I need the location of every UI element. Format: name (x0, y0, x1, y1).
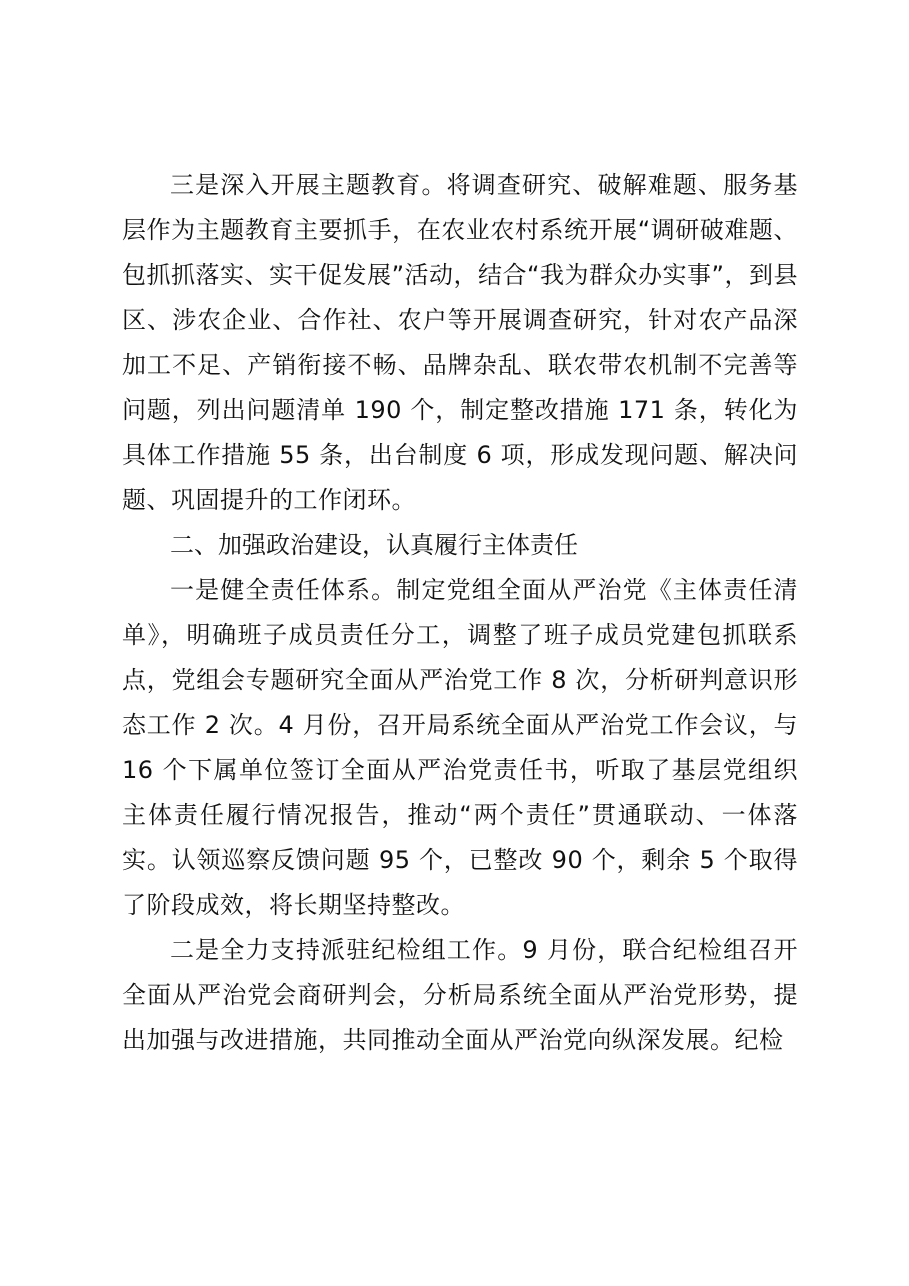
paragraph-responsibility-system: 一是健全责任体系。制定党组全面从严治党《主体责任清单》，明确班子成员责任分工，调整了班子成员党建包抓联系点，党组会专题研究全面从严治党工作 8 次，分析研判意识形态工作 2 次。4 月份，召开局系统全面从严治党工作会议，与 16 个下属单位签订全面从严治党责任书，听取了基层党组织主体责任履行情况报告，推动“两个责任”贯通联动、一体落实。认领巡察反馈问题 95 个，已整改 90 个，剩余 5 个取得了阶段成效，将长期坚持整改。 (122, 576, 798, 919)
paragraph-theme-education: 三是深入开展主题教育。将调查研究、破解难题、服务基层作为主题教育主要抓手，在农业农村系统开展“调研破难题、包抓抓落实、实干促发展”活动，结合“我为群众办实事”，到县区、涉农企业、合作社、农户等开展调查研究，针对农产品深加工不足、产销衔接不畅、品牌杂乱、联农带农机制不完善等问题，列出问题清单 190 个，制定整改措施 171 条，转化为具体工作措施 55 条，出台制度 6 项，形成发现问题、解决问题、巩固提升的工作闭环。 (122, 171, 798, 514)
section-heading-political-construction: 二、加强政治建设，认真履行主体责任 (170, 531, 578, 559)
paragraph-discipline-inspection-support: 二是全力支持派驻纪检组工作。9 月份，联合纪检组召开全面从严治党会商研判会，分析局系统全面从严治党形势，提出加强与改进措施，共同推动全面从严治党向纵深发展。纪检 (122, 936, 798, 1054)
document-body (122, 163, 798, 1063)
